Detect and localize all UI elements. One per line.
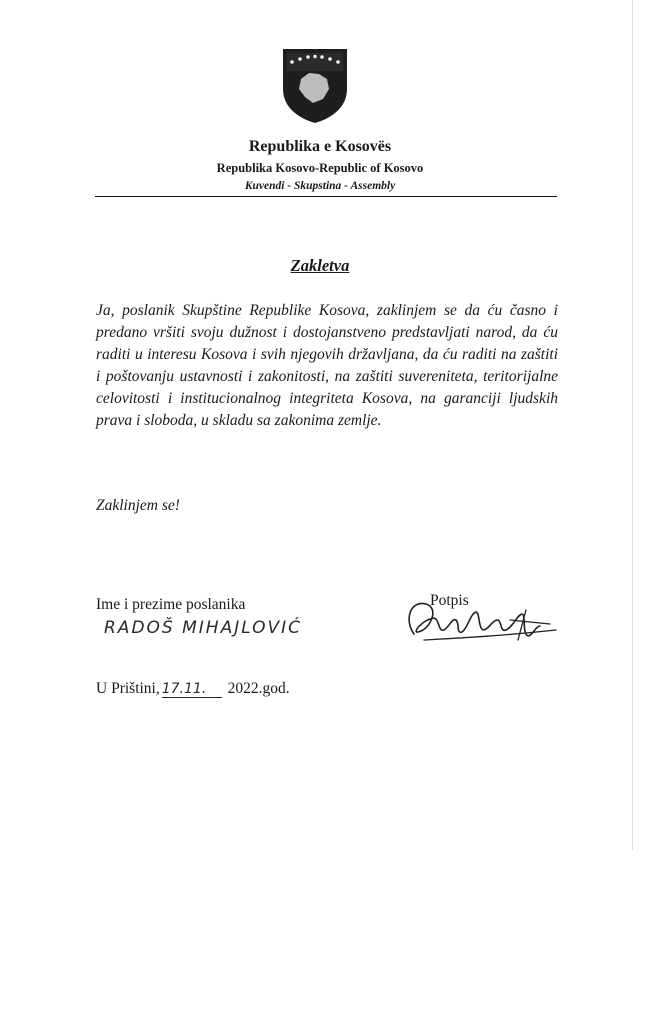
handwritten-name-text: RADOŠ MIHAJLOVIĆ	[104, 618, 303, 638]
place-and-date	[96, 680, 290, 698]
kosovo-coat-of-arms-icon	[279, 45, 351, 125]
date-year-suffix: 2022.god.	[227, 680, 290, 697]
member-name-label: Ime i prezime poslanika	[96, 596, 246, 613]
handwritten-signature	[400, 590, 560, 652]
header-country-name: Republika e Kosovës	[248, 138, 392, 155]
header-assembly: Kuvendi - Skupstina - Assembly	[244, 180, 396, 192]
header-country-name-translations: Republika Kosovo-Republic of Kosovo	[216, 161, 424, 175]
place-prefix: U Prištini,	[96, 680, 160, 697]
header-divider	[95, 196, 557, 197]
handwritten-date: 17.11.	[162, 681, 222, 698]
document-title: Zakletva	[290, 256, 350, 275]
handwritten-member-name	[100, 616, 310, 644]
signature-label: Potpis	[430, 592, 469, 609]
oath-closing: Zaklinjem se!	[96, 497, 180, 514]
oath-paragraph: Ja, poslanik Skupštine Republike Kosova, zaklinjem se da ću časno i predano vršiti svoju dužnost i dostojanstveno predstavljati narod, da ću raditi u interesu Kosova i svih njegovih državljana, da ću raditi na zaštiti i poštovanju ustavnosti i zakonitosti, na zaštiti suvereniteta, teritorijalne celovitosti i institucionalnog integriteta Kosova, na garanciji ljudskih prava i sloboda, u skladu sa zakonima zemlje.	[96, 302, 558, 429]
blank-area	[0, 850, 645, 1024]
